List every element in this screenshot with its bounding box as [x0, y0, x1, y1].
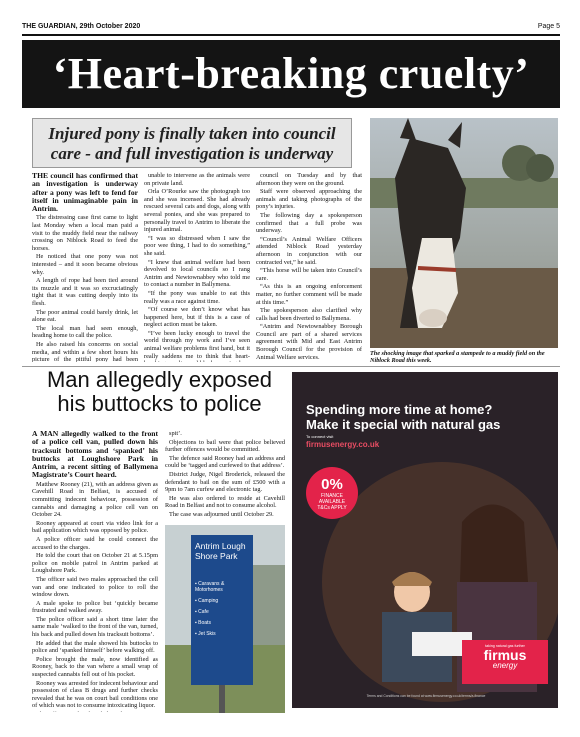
firmus-advert[interactable] [292, 372, 558, 708]
paragraph: The spokesperson also clarified why calls had been diverted to Ballymena. [256, 307, 362, 322]
pony-photo [370, 118, 558, 348]
advert-terms: Terms and Conditions can be found at www.firmusenergy.co.uk/terms/a-finance [366, 694, 486, 698]
strapline: Injured pony is finally taken into council care - and full investigation is underway [32, 118, 352, 168]
firmus-logo [462, 640, 548, 684]
park-sign-item: ▪ Camping [195, 598, 219, 604]
advert-url-link[interactable]: firmusenergy.co.uk [306, 440, 380, 449]
paragraph: The following day a spokesperson confirmed that a full probe was underway. [256, 211, 362, 235]
paragraph: “Antrim and Newtownabbey Borough Council are part of a shared services agreement with Mid and East Antrim Borough Council for the provision of Animal Welfare services. [256, 323, 362, 361]
paragraph: A male spoke to police but ‘quickly became frustrated and walked away. [32, 599, 158, 615]
finance-badge-line-2: AVAILABLE [318, 499, 346, 505]
paragraph: “I’ve been lucky enough to travel the world through my work and I’ve seen animal welfare problems first hand, but it really saddens me to think that heart- [144, 329, 250, 360]
paragraph: Objections to bail were that police believed further offences would be committed. [165, 438, 285, 454]
paragraph: council on Tuesday and by that afternoon they were on the ground. [256, 172, 362, 187]
pony-illustration [370, 118, 558, 348]
paragraph: He noticed that one pony was not interested – and it soon became obvious why. [32, 253, 138, 276]
park-sign-item: ▪ Boats [195, 620, 211, 626]
story1-column-1 [32, 172, 138, 362]
page-number: Page 5 [537, 23, 560, 30]
park-sign-list [195, 581, 251, 642]
paragraph: Orla O’Rourke saw the photograph too and she was incensed. She had already rescued several cats and dogs, along with several ponies, and she was prepared to personally travel to Antrim to liberate the injured animal. [144, 188, 250, 234]
paragraph: Staff were observed approaching the animals and taking photographs of the pony’s injuries. [256, 188, 362, 211]
paragraph: Matthew Rooney (21), with an address given as Cavehill Road in Belfast, is accused of committing indecent behaviour, possession of cannabis and damaging a police cell van on October 24. [32, 480, 158, 519]
pony-photo-caption: The shocking image that sparked a stampede to a muddy field on the Niblock Road this week. [370, 350, 545, 364]
paragraph: THE council has confirmed that an investigation is underway after a pony was left to fend for itself in unimaginable pain in Antrim. [32, 172, 138, 214]
story1-column-2 [144, 172, 250, 362]
story2-column-1 [32, 430, 158, 712]
masthead-rule [22, 34, 560, 36]
finance-badge-line-1: FINANCE [321, 493, 343, 499]
finance-badge [306, 467, 358, 519]
paragraph: The distressing case first came to light last Monday when a local man paid a visit to the muddy field near the railway crossing on Niblock Road to feed the horses. [32, 214, 138, 252]
paragraph: The case was adjourned until October 29. [169, 510, 274, 518]
park-sign-photo [165, 525, 285, 713]
paragraph [32, 711, 158, 712]
park-sign-item: ▪ Cafe [195, 609, 209, 615]
advert-headline-line-2: Make it special with natural gas [306, 417, 501, 432]
paragraph: “I knew that animal welfare had been devolved to local councils so I rang Antrim and Newtownabbey who told me to contact a number in Ballymena. [144, 258, 250, 289]
main-headline: ‘Heart-breaking cruelty’ [22, 40, 560, 108]
paragraph: The defence said Rooney had an address and could be ‘tagged and curfewed to that address’. [165, 454, 285, 470]
paragraph: “As this is an ongoing enforcement matter, no further comment will be made at this time.” [256, 283, 362, 306]
paragraph: “If the pony was unable to eat this really was a race against time. [144, 289, 250, 305]
firmus-logo-tagline: taking natural gas further [485, 644, 525, 648]
paragraph: The police officer said a short time later the same male ‘walked to the front of the van, turned, his back and pulled down his tracksuit bottoms’. [32, 615, 158, 639]
firmus-logo-energy: energy [492, 661, 518, 670]
paragraph: “Of course we don’t know what has happened here, but if this is a case of neglect action must be taken. [144, 306, 250, 329]
paragraph: A MAN allegedly walked to the front of a police cell van, pulled down his tracksuit bottoms and ‘spanked’ his buttocks at Loughshore Park in Antrim, a recent sitting of Ballymena Magistrate’s Court heard. [32, 430, 158, 480]
paragraph: The poor animal could barely drink, let alone eat. [32, 308, 138, 324]
finance-badge-percent: 0% [321, 476, 343, 493]
paragraph: Police brought the male, now identified as Rooney, back to the van where a small wrap of suspected cannabis fell out of his pocket. [32, 655, 158, 679]
story1-column-3 [256, 172, 362, 362]
paragraph: “I was so distressed when I saw the poor wee thing, I had to do something,” she said. [144, 234, 250, 257]
paragraph: District Judge, Nigel Broderick, released the defendant to bail on the sum of £500 with a 9pm to 7am curfew and electronic tag. [165, 470, 285, 494]
advert-headline [306, 402, 546, 432]
paragraph: A length of rope had been tied around its muzzle and it was so excruciatingly tight that it was cutting deeply into its flesh. [32, 277, 138, 308]
park-sign-item: ▪ Jet Skis [195, 631, 216, 637]
firmus-logo-name: firmus [483, 647, 527, 663]
story2-column-2 [165, 430, 285, 522]
advert-headline-line-1: Spending more time at home? [306, 402, 493, 417]
paragraph: “Council’s Animal Welfare Officers attended Niblock Road yesterday afternoon in conjunction with our contracted vet,” he said. [256, 235, 362, 266]
paragraph: A police officer said he could connect the accused to the charges. [32, 535, 158, 551]
paragraph: spit’. [169, 430, 182, 437]
finance-badge-line-3: T&Cs APPLY [317, 505, 347, 511]
paragraph: Rooney was arrested for indecent behaviour and possession of class B drugs and further checks revealed that he was on court bail conditions one of which was not to consume intoxicating liquor. [32, 679, 158, 710]
paragraph: unable to intervene as the animals were on private land. [144, 172, 250, 187]
paragraph: He added that the male showed his buttocks to police and ‘spanked himself’ before walking off. [32, 639, 158, 655]
paragraph: He also raised his concerns on social media, and within a few short hours his picture of the pitiful pony had been [32, 340, 138, 362]
paragraph: He told the court that on October 21 at 5.15pm police on mobile patrol in Antrim parked at Loughshore Park. [32, 552, 158, 575]
paragraph: Rooney appeared at court via video link for a bail application which was opposed by police. [32, 519, 158, 535]
story2-headline: Man allegedly exposed his buttocks to police [46, 367, 273, 416]
park-sign-title: Antrim Lough Shore Park [195, 541, 246, 561]
paragraph: “This horse will be taken into Council’s care. [256, 267, 362, 282]
masthead-date: THE GUARDIAN, 29th October 2020 [22, 23, 141, 30]
paragraph: The officer said two males approached the cell van and one indicated to police to roll the window down. [32, 575, 158, 599]
paragraph: He was also ordered to reside at Cavehill Road in Belfast and not to consume alcohol. [165, 494, 285, 510]
paragraph: The local man had seen enough, heading home to call the police. [32, 324, 138, 340]
park-sign-item: ▪ Caravans & Motorhomes [195, 581, 225, 593]
masthead [22, 22, 560, 34]
advert-connect-text: To connect visit [306, 434, 334, 439]
